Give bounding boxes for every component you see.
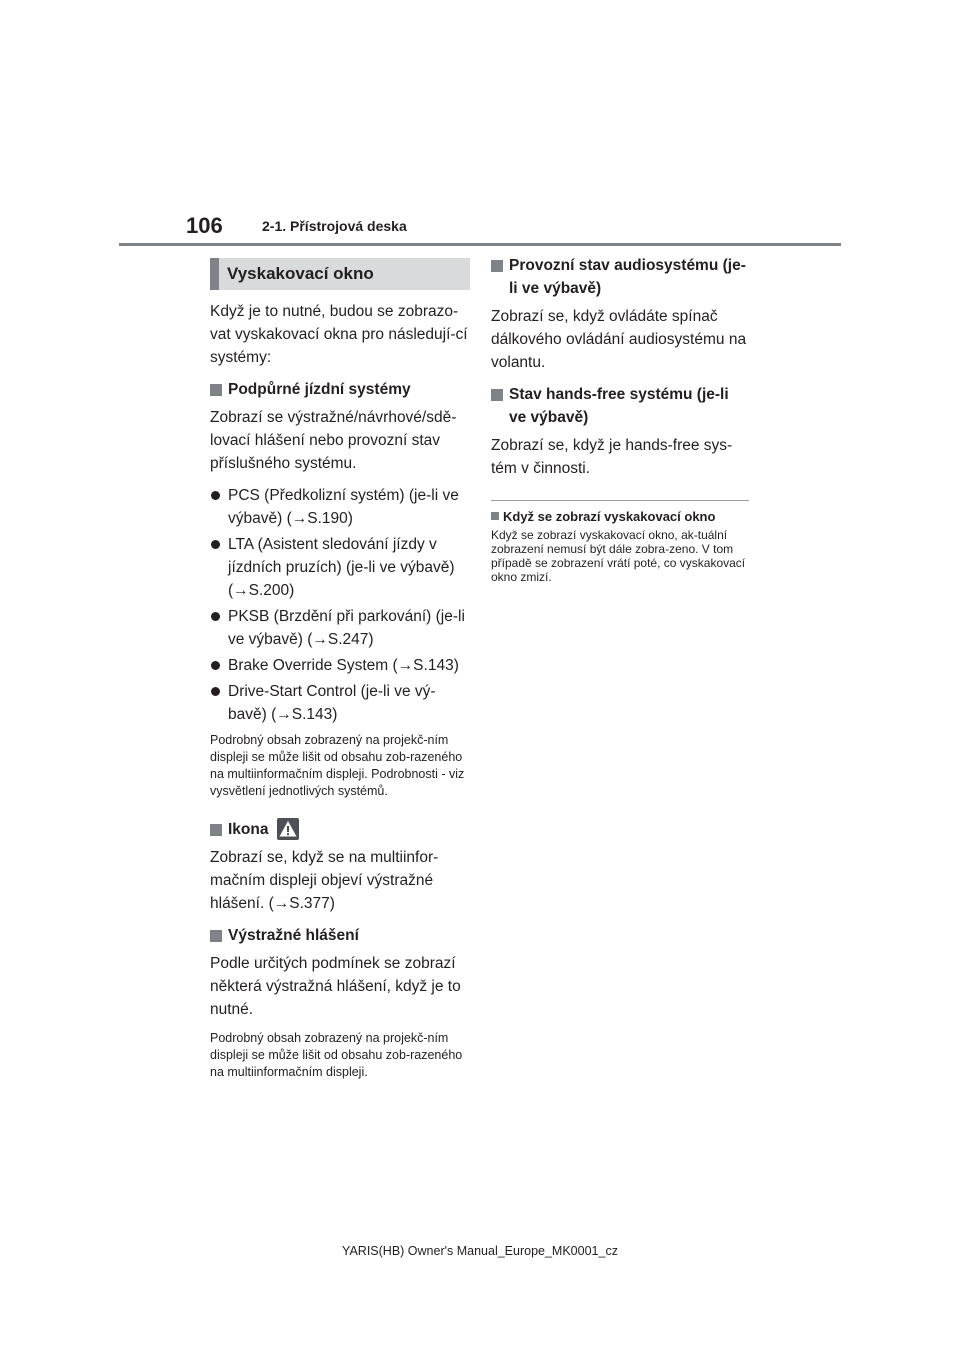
right-column	[491, 254, 749, 584]
section-title: 2-1. Přístrojová deska	[262, 218, 407, 234]
section-heading: Vyskakovací okno	[210, 258, 470, 290]
warning-triangle-icon	[277, 818, 299, 840]
bullet-dot-icon	[211, 612, 220, 621]
note-divider	[491, 500, 749, 501]
square-bullet-icon	[210, 384, 222, 396]
intro-text: Když je to nutné, budou se zobrazo-vat vyskakovací okna pro následují-cí systémy:	[210, 303, 468, 366]
list-item: PKSB (Brzdění při parkování) (je-li ve výbavě) (→S.247)	[210, 605, 470, 651]
note-title: Když se zobrazí vyskakovací okno	[491, 509, 749, 524]
hands-free-text: Zobrazí se, když je hands-free sys-tém v činnosti.	[491, 437, 733, 477]
icon-text: Zobrazí se, když se na multiinfor-mačním displeji objeví výstražné hlášení. (→S.377)	[210, 849, 439, 912]
list-item: PCS (Předkolizní systém) (je-li ve výbavě) (→S.190)	[210, 484, 470, 530]
page-number: 106	[186, 213, 223, 238]
square-bullet-icon	[210, 930, 222, 942]
audio-status-text: Zobrazí se, když ovládáte spínač dálkového ovládání audiosystému na volantu.	[491, 308, 747, 371]
square-bullet-icon	[491, 512, 499, 520]
list-item: Brake Override System (→S.143)	[210, 654, 470, 677]
footer-manual-id: YARIS(HB) Owner's Manual_Europe_MK0001_cz	[342, 1244, 618, 1258]
subheading-warning-message: Výstražné hlášení	[210, 924, 470, 947]
driving-support-note: Podrobný obsah zobrazený na projekč-ním displeji se může lišit od obsahu zob-razeného na multiinformačním displeji. Podrobnosti - viz vysvětlení jednotlivých systémů.	[210, 733, 465, 798]
square-bullet-icon	[491, 260, 503, 272]
warning-message-text: Podle určitých podmínek se zobrazí některá výstražná hlášení, když je to nutné.	[210, 955, 461, 1018]
square-bullet-icon	[491, 389, 503, 401]
square-bullet-icon	[210, 824, 222, 836]
bullet-dot-icon	[211, 687, 220, 696]
subheading-hands-free: Stav hands-free systému (je-li ve výbavě)	[491, 383, 749, 429]
list-item: Drive-Start Control (je-li ve vý-bavě) (→S.143)	[210, 680, 470, 726]
bullet-dot-icon	[211, 540, 220, 549]
warning-message-note: Podrobný obsah zobrazený na projekč-ním displeji se může lišit od obsahu zob-razeného na multiinformačním displeji.	[210, 1031, 463, 1079]
subheading-driving-support: Podpůrné jízdní systémy	[210, 378, 470, 401]
driving-support-text: Zobrazí se výstražné/návrhové/sdě-lovací hlášení nebo provozní stav příslušného systému.	[210, 409, 457, 472]
bullet-dot-icon	[211, 661, 220, 670]
list-item: LTA (Asistent sledování jízdy v jízdních pruzích) (je-li ve výbavě) (→S.200)	[210, 533, 470, 602]
subheading-icon: Ikona	[210, 818, 470, 841]
header-rule	[119, 243, 841, 246]
note-text: Když se zobrazí vyskakovací okno, ak-tuální zobrazení nemusí být dále zobra-zeno. V tom případě se zobrazení vrátí poté, co vyskakovací okno zmizí.	[491, 528, 746, 584]
subheading-audio-status: Provozní stav audiosystému (je-li ve výbavě)	[491, 254, 749, 300]
bullet-dot-icon	[211, 491, 220, 500]
left-column	[210, 258, 470, 1095]
